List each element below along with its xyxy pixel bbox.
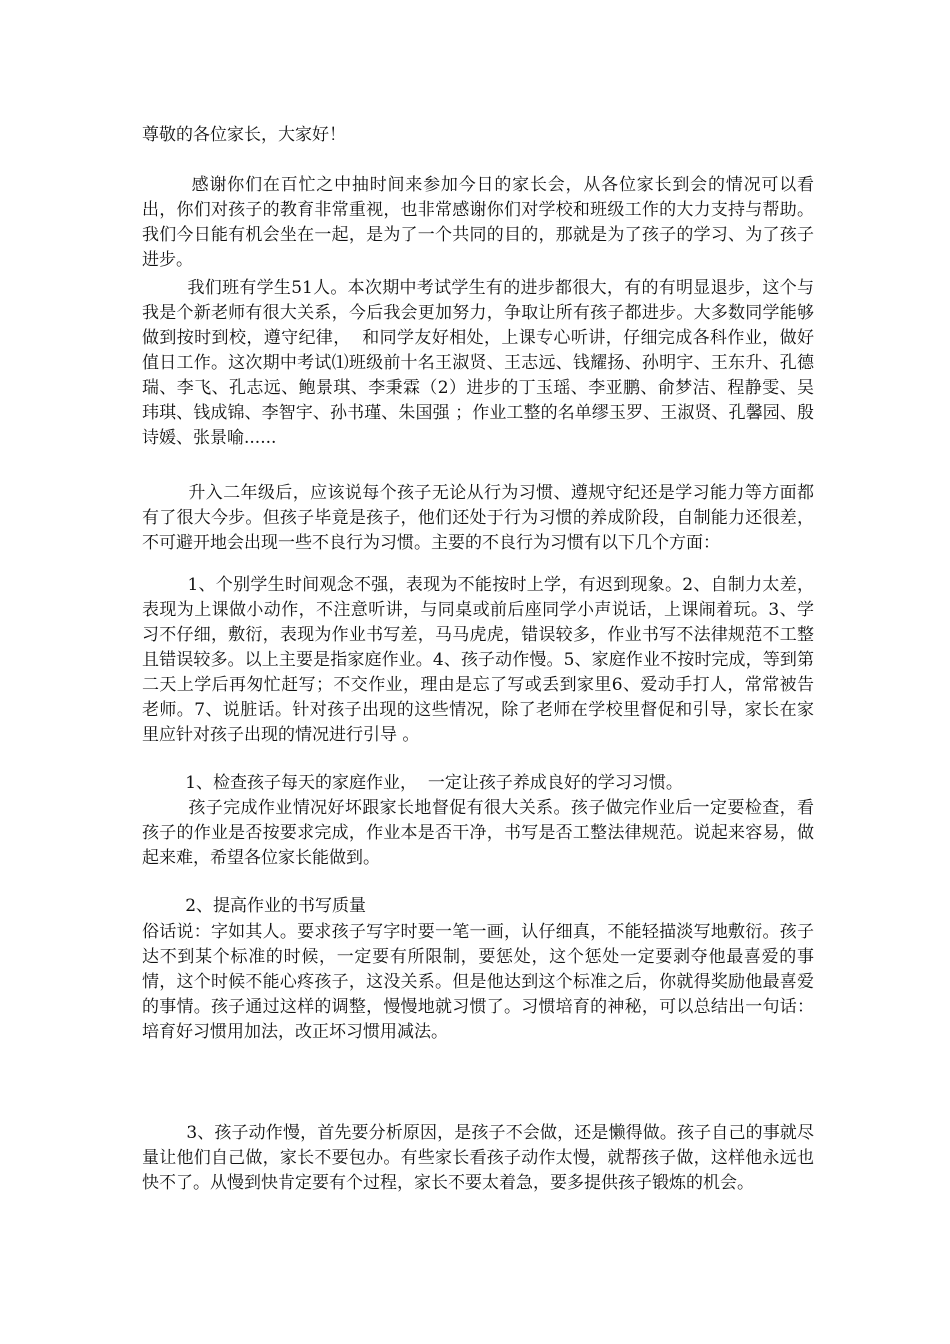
paragraph-thanks: 感谢你们在百忙之中抽时间来参加今日的家长会，从各位家长到会的情况可以看出，你们对孩子的教育非常重视，也非常感谢你们对学校和班级工作的大力支持与帮助。我们今日能有机会坐在一起，是为了一个共同的目的，那就是为了孩子的学习、为了孩子进步。 <box>142 175 815 270</box>
paragraph-class-status: 我们班有学生51人。本次期中考试学生有的进步都很大，有的有明显退步，这个与我是个新老师有很大关系，今后我会更加努力，争取让所有孩子都进步。大多数同学能够做到按时到校，遵守纪律， 和同学友好相处，上课专心听讲，仔细完成各科作业，做好值日工作。这次期中考试⑴班级前十名王淑贤、王志远、钱耀扬、孙明宇、王东升、孔德瑞、李飞、孔志远、鲍景琪、李秉霖（2）进步的丁玉瑶、李亚鹏、俞梦洁、程静雯、吴玮琪、钱成锦、李智宇、孙书瑾、朱国强 ；作业工整的名单缪玉罗、王淑贤、孔馨园、殷诗媛、张景喻...... <box>142 278 814 448</box>
greeting: 尊敬的各位家长，大家好！ <box>142 125 346 145</box>
paragraph-supervision: 孩子完成作业情况好坏跟家长地督促有很大关系。孩子做完作业后一定要检查，看孩子的作业是否按要求完成，作业本是否干净，书写是否工整法律规范。说起来容易，做起来难，希望各位家长能做到。 <box>142 798 815 868</box>
paragraph-writing-quality-heading: 2、提高作业的书写质量 <box>142 896 367 916</box>
paragraph-check-homework: 1、检查孩子每天的家庭作业， 一定让孩子养成良好的学习习惯。 <box>142 773 683 793</box>
paragraph-slow-action: 3、孩子动作慢，首先要分析原因，是孩子不会做，还是懒得做。孩子自己的事就尽量让他们自己做，家长不要包办。有些家长看孩子动作太慢，就帮孩子做，这样他永远也快不了。从慢到快肯定要有个过程，家长不要太着急，要多提供孩子锻炼的机会。 <box>142 1123 814 1193</box>
paragraph-bad-habits-list: 1、个别学生时间观念不强，表现为不能按时上学，有迟到现象。2、自制力太差，表现为上课做小动作，不注意听讲，与同桌或前后座同学小声说话，上课闹着玩。3、学习不仔细，敷衍，表现为作业书写差，马马虎虎，错误较多，作业书写不法律规范不工整且错误较多。以上主要是指家庭作业。4、孩子动作慢。5、家庭作业不按时完成，等到第二天上学后再匆忙赶写；不交作业，理由是忘了写或丢到家里6、爱动手打人，常常被告老师。7、说脏话。针对孩子出现的这些情况，除了老师在学校里督促和引导，家长在家里应针对孩子出现的情况进行引导 。 <box>142 575 814 745</box>
paragraph-writing-quality: 俗话说：字如其人。要求孩子写字时要一笔一画，认仔细真，不能轻描淡写地敷衍。孩子达不到某个标准的时候，一定要有所限制，要惩处，这个惩处一定要剥夺他最喜爱的事情，这个时候不能心疼孩子，这没关系。但是他达到这个标准之后，你就得奖励他最喜爱的事情。孩子通过这样的调整，慢慢地就习惯了。习惯培育的神秘，可以总结出一句话：培育好习惯用加法，改正坏习惯用减法。 <box>142 922 814 1042</box>
paragraph-bad-habits-intro: 升入二年级后，应该说每个孩子无论从行为习惯、遵规守纪还是学习能力等方面都有了很大今步。但孩子毕竟是孩子，他们还处于行为习惯的养成阶段，自制能力还很差，不可避开地会出现一些不良行为习惯。主要的不良行为习惯有以下几个方面： <box>142 483 815 553</box>
